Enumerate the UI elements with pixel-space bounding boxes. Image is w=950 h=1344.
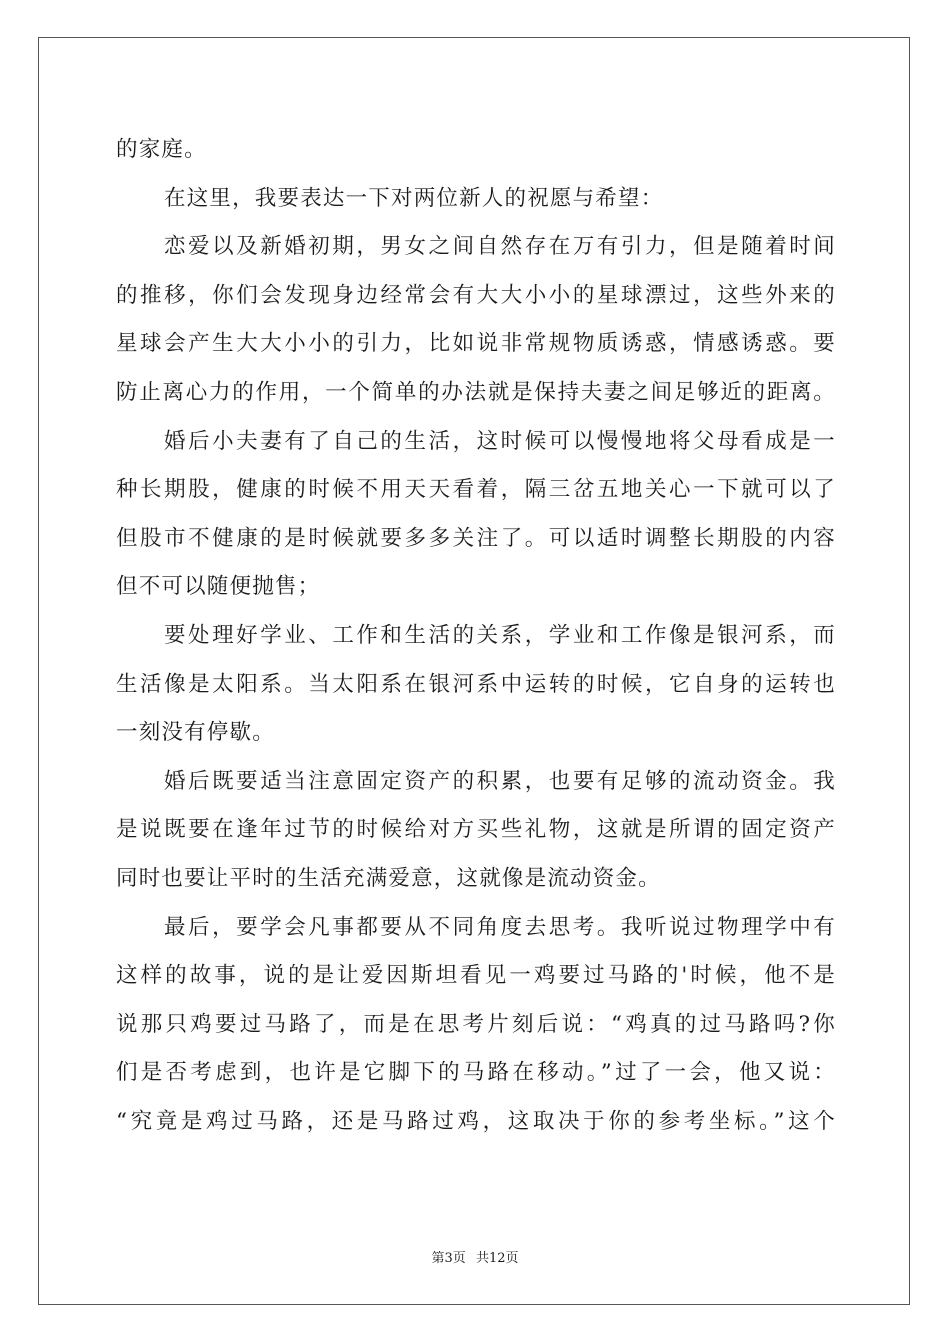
- text-line: 在这里，我要表达一下对两位新人的祝愿与希望：: [164, 185, 664, 211]
- text-line: 防止离心力的作用，一个简单的办法就是保持夫妻之间足够近的距离。: [116, 379, 836, 405]
- text-line: 们是否考虑到，也许是它脚下的马路在移动。”过了一会，他又说：: [116, 1060, 836, 1086]
- text-line: 是说既要在逢年过节的时候给对方买些礼物，这就是所谓的固定资产: [116, 817, 836, 843]
- text-line: 生活像是太阳系。当太阳系在银河系中运转的时候，它自身的运转也: [116, 671, 836, 697]
- text-line: 种长期股，健康的时候不用天天看着，隔三岔五地关心一下就可以了: [116, 477, 836, 503]
- page-footer: [0, 1247, 950, 1266]
- text-line: “究竟是鸡过马路，还是马路过鸡，这取决于你的参考坐标。”这个: [116, 1108, 836, 1134]
- page-total: 共12页: [475, 1251, 519, 1266]
- text-line: 婚后小夫妻有了自己的生活，这时候可以慢慢地将父母看成是一: [164, 428, 836, 454]
- text-line: 一刻没有停歇。: [116, 720, 275, 746]
- text-line: 恋爱以及新婚初期，男女之间自然存在万有引力，但是随着时间: [164, 234, 836, 260]
- text-line: 这样的故事，说的是让爱因斯坦看见一鸡要过马路的'时候，他不是: [116, 963, 836, 989]
- text-line: 同时也要让平时的生活充满爱意，这就像是流动资金。: [116, 865, 661, 891]
- text-line: 最后，要学会凡事都要从不同角度去思考。我听说过物理学中有: [164, 914, 836, 940]
- page-number: 第3页: [431, 1251, 466, 1266]
- document-body: [116, 126, 836, 1146]
- text-line: 的家庭。: [116, 137, 207, 162]
- text-line: 婚后既要适当注意固定资产的积累，也要有足够的流动资金。我: [164, 768, 836, 794]
- text-line: 要处理好学业、工作和生活的关系，学业和工作像是银河系，而: [164, 622, 836, 648]
- text-line: 但股市不健康的是时候就要多多关注了。可以适时调整长期股的内容: [116, 525, 836, 551]
- text-line: 说那只鸡要过马路了，而是在思考片刻后说：“鸡真的过马路吗?你: [116, 1011, 836, 1037]
- text-line: 的推移，你们会发现身边经常会有大大小小的星球漂过，这些外来的: [116, 282, 836, 308]
- text-line: 但不可以随便抛售；: [116, 574, 321, 600]
- text-line: 星球会产生大大小小的引力，比如说非常规物质诱惑，情感诱惑。要: [116, 331, 836, 357]
